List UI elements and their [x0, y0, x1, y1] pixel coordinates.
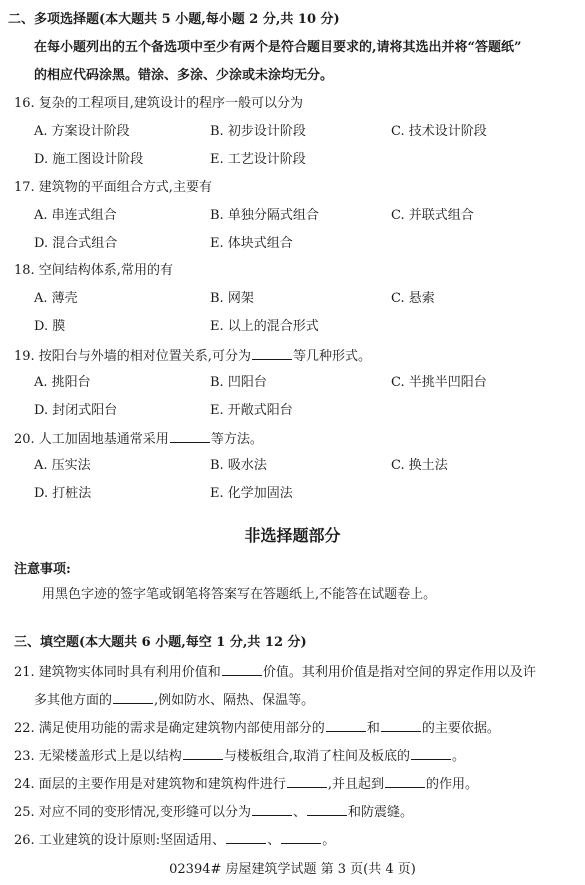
- stem-text: 25. 对应不同的变形情况,变形缝可以分为: [14, 805, 251, 820]
- option-a: A. 压实法: [34, 458, 91, 473]
- stem-text: 等方法。: [210, 432, 263, 447]
- answer-blank: [183, 747, 223, 760]
- stem-text: 22. 满足使用功能的需求是确定建筑物内部使用部分的: [14, 721, 325, 736]
- answer-blank: [411, 747, 451, 760]
- stem-text: 21. 建筑物实体同时具有利用价值和: [14, 665, 221, 680]
- section-title: 三、填空题(本大题共 6 小题,每空 1 分,共 12 分): [14, 635, 307, 650]
- option-c: C. 半挑半凹阳台: [391, 375, 487, 390]
- option-b: B. 网架: [210, 291, 254, 306]
- question-stem: [14, 803, 413, 821]
- stem-text: 和防震缝。: [347, 805, 413, 820]
- option-d: D. 施工图设计阶段: [34, 152, 144, 167]
- stem-text: ,并且起到: [327, 777, 384, 792]
- option-b: B. 初步设计阶段: [210, 124, 306, 139]
- stem-text: 23. 无梁楼盖形式上是以结构: [14, 749, 182, 764]
- question-stem: 16. 复杂的工程项目,建筑设计的程序一般可以分为: [14, 96, 303, 111]
- option-a: A. 串连式组合: [34, 208, 117, 223]
- option-d: D. 膜: [34, 319, 66, 334]
- option-b: B. 吸水法: [210, 458, 267, 473]
- option-d: D. 打桩法: [34, 486, 92, 501]
- stem-text: 20. 人工加固地基通常采用: [14, 432, 169, 447]
- stem-text: 26. 工业建筑的设计原则:坚固适用、: [14, 833, 226, 848]
- question-stem: [14, 663, 536, 681]
- option-b: B. 凹阳台: [210, 375, 267, 390]
- part-title: 非选择题部分: [244, 526, 341, 545]
- option-a: A. 方案设计阶段: [34, 124, 130, 139]
- answer-blank: [226, 831, 266, 844]
- answer-blank: [113, 691, 153, 704]
- notice-text: 用黑色字迹的签字笔或钢笔将答案写在答题纸上,不能答在试题卷上。: [42, 587, 437, 602]
- option-c: C. 换土法: [391, 458, 448, 473]
- answer-blank: [222, 663, 262, 676]
- option-e: E. 开敞式阳台: [210, 403, 293, 418]
- stem-text: 、: [267, 833, 281, 848]
- question-stem: 17. 建筑物的平面组合方式,主要有: [14, 180, 212, 195]
- section-instruction: 在每小题列出的五个备选项中至少有两个是符合题目要求的,请将其选出并将“答题纸”: [34, 40, 522, 55]
- stem-text: 24. 面层的主要作用是对建筑物和建筑构件进行: [14, 777, 286, 792]
- option-c: C. 技术设计阶段: [391, 124, 487, 139]
- option-c: C. 并联式组合: [391, 208, 474, 223]
- stem-text: 、: [292, 805, 306, 820]
- answer-blank: [170, 430, 210, 443]
- option-c: C. 悬索: [391, 291, 435, 306]
- answer-blank: [252, 347, 292, 360]
- answer-blank: [287, 775, 327, 788]
- stem-text: 19. 按阳台与外墙的相对位置关系,可分为: [14, 349, 251, 364]
- question-stem: [14, 747, 465, 765]
- notice-heading: 注意事项:: [14, 562, 71, 577]
- question-stem: 18. 空间结构体系,常用的有: [14, 263, 173, 278]
- option-e: E. 化学加固法: [210, 486, 293, 501]
- stem-text: 的作用。: [425, 777, 478, 792]
- question-stem-continued: [34, 691, 314, 709]
- question-stem: [14, 430, 263, 448]
- stem-text: 与楼板组合,取消了柱间及板底的: [223, 749, 410, 764]
- stem-text: 等几种形式。: [292, 349, 371, 364]
- stem-text: 多其他方面的: [34, 693, 113, 708]
- option-e: E. 体块式组合: [210, 236, 293, 251]
- stem-text: 的主要依据。: [421, 721, 500, 736]
- option-e: E. 工艺设计阶段: [210, 152, 306, 167]
- option-a: A. 挑阳台: [34, 375, 91, 390]
- stem-text: ,例如防水、隔热、保温等。: [154, 693, 315, 708]
- option-b: B. 单独分隔式组合: [210, 208, 319, 223]
- stem-text: 。: [451, 749, 465, 764]
- answer-blank: [281, 831, 321, 844]
- section-title: 二、多项选择题(本大题共 5 小题,每小题 2 分,共 10 分): [8, 12, 340, 27]
- stem-text: 价值。其利用价值是指对空间的界定作用以及许: [262, 665, 536, 680]
- answer-blank: [381, 719, 421, 732]
- answer-blank: [326, 719, 366, 732]
- option-e: E. 以上的混合形式: [210, 319, 319, 334]
- answer-blank: [307, 803, 347, 816]
- page-footer: 02394# 房屋建筑学试题 第 3 页(共 4 页): [169, 862, 416, 877]
- option-d: D. 封闭式阳台: [34, 403, 118, 418]
- option-a: A. 薄壳: [34, 291, 78, 306]
- answer-blank: [385, 775, 425, 788]
- question-stem: [14, 719, 500, 737]
- answer-blank: [252, 803, 292, 816]
- question-stem: [14, 831, 335, 849]
- stem-text: 。: [322, 833, 336, 848]
- question-stem: [14, 347, 371, 365]
- option-d: D. 混合式组合: [34, 236, 118, 251]
- stem-text: 和: [366, 721, 380, 736]
- question-stem: [14, 775, 478, 793]
- section-instruction: 的相应代码涂黑。错涂、多涂、少涂或未涂均无分。: [34, 68, 334, 83]
